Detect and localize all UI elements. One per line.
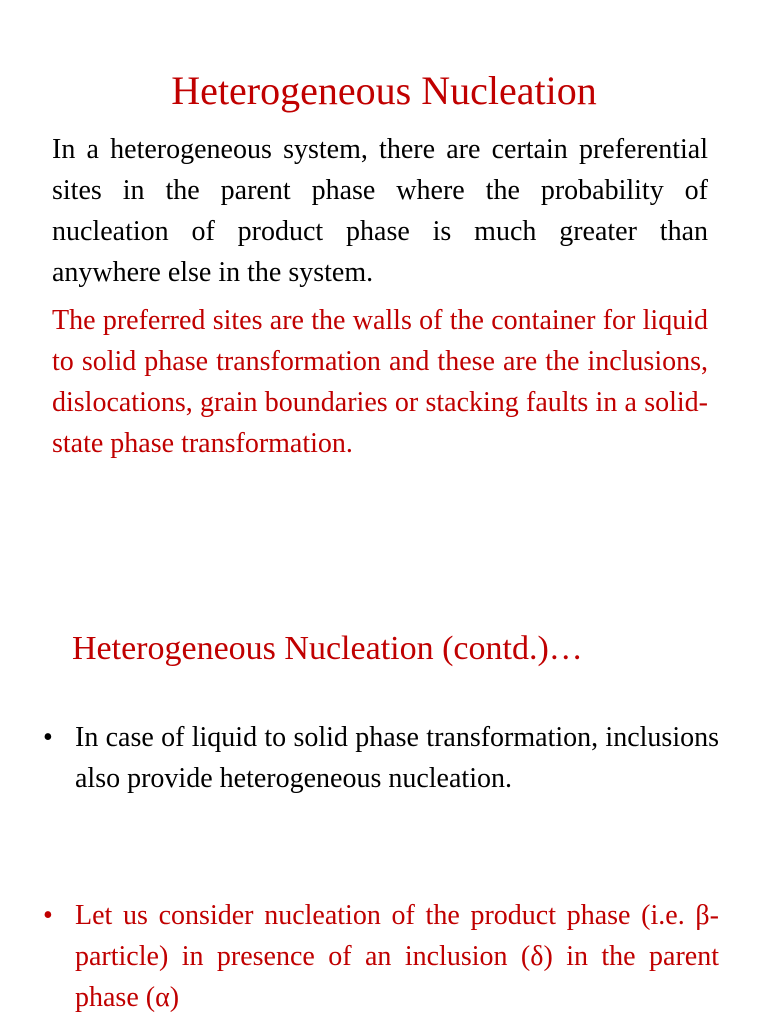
intro-paragraph: In a heterogeneous system, there are certain preferential sites in the parent phase where the probability of nucleation of product phase is much greater than anywhere else in the system. xyxy=(52,134,708,288)
slide-heterogeneous-nucleation-contd xyxy=(0,520,768,1024)
slide-title-contd: Heterogeneous Nucleation (contd.)… xyxy=(72,630,583,667)
bullet-item-inclusions xyxy=(43,717,719,799)
slide-title: Heterogeneous Nucleation xyxy=(171,68,597,113)
bullet-dot-icon: • xyxy=(43,900,53,931)
preferred-sites-paragraph: The preferred sites are the walls of the container for liquid to solid phase transformation and these are the inclusions, dislocations, grain boundaries or stacking faults in a solid-state phase transformation. xyxy=(52,305,708,459)
bullet-text: Let us consider nucleation of the product phase (i.e. β-particle) in presence of an inclusion (δ) in the parent phase (α) xyxy=(75,900,719,1013)
bullet-text: In case of liquid to solid phase transformation, inclusions also provide heterogeneous nucleation. xyxy=(75,722,719,794)
bullet-item-consider-nucleation xyxy=(43,895,719,1018)
bullet-dot-icon: • xyxy=(43,722,53,753)
